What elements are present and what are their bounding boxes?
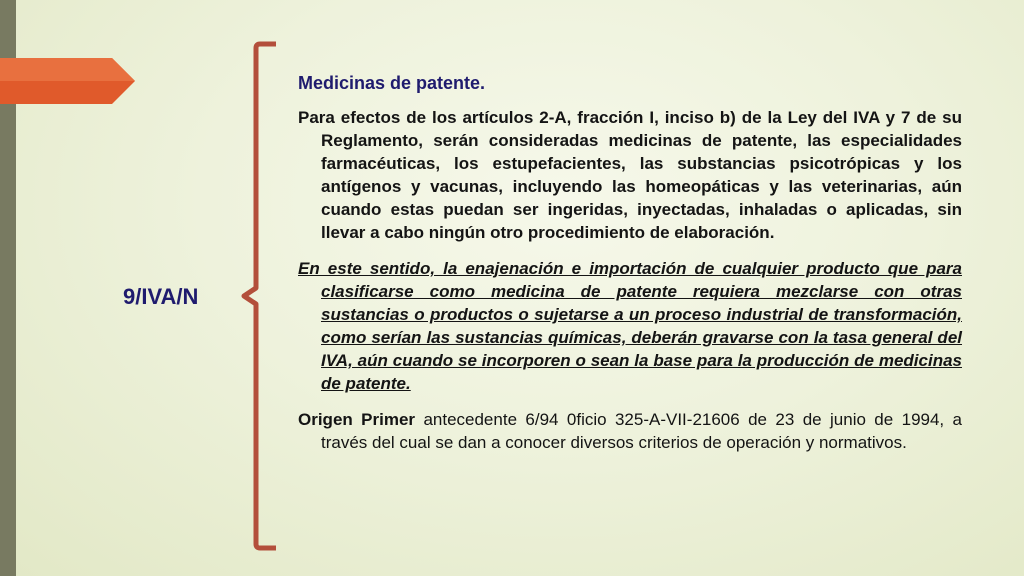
paragraph-clarification: En este sentido, la enajenación e importación de cualquier producto que para clasificarse como medicina de patente requiera mezclarse con otras sustancias o productos o sujetarse a un proceso industrial de transformación, como serían las sustancias químicas, deberán gravarse con la tasa general del IVA, aún cuando se incorporen o sean la base para la producción de medicinas de patente. bbox=[298, 259, 962, 393]
slide-code-label: 9/IVA/N bbox=[123, 284, 199, 309]
origin-text: antecedente 6/94 0ficio 325-A-VII-21606 de 23 de junio de 1994, a través del cual se dan a conocer diversos criterios de operación y normativos. bbox=[321, 410, 962, 452]
paragraph-origin bbox=[298, 408, 962, 454]
section-heading: Medicinas de patente. bbox=[298, 73, 486, 93]
paragraph-definition: Para efectos de los artículos 2-A, fracción I, inciso b) de la Ley del IVA y 7 de su Reglamento, serán consideradas medicinas de patente, las especialidades farmacéuticas, los estupefacientes, las substancias psicotrópicas y los antígenos y vacunas, incluyendo las homeopáticas y las veterinarias, aún cuando estas puedan ser ingeridas, inyectadas, inhaladas o aplicadas, sin llevar a cabo ningún otro procedimiento de elaboración. bbox=[298, 108, 962, 242]
origin-lead: Origen Primer bbox=[298, 410, 416, 429]
orange-ribbon-arrow bbox=[0, 58, 135, 104]
slide-content bbox=[298, 72, 962, 467]
left-bracket bbox=[240, 40, 280, 552]
